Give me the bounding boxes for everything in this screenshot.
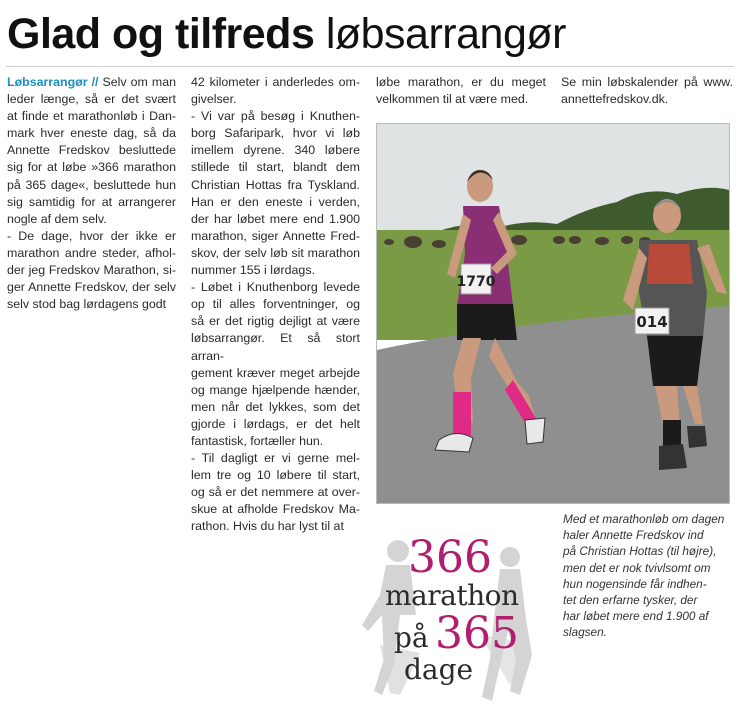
col2-line: fantastisk, fortæller hun. <box>191 433 324 448</box>
headline-divider <box>6 66 734 67</box>
article-column-4 <box>561 74 733 108</box>
col2-line: 42 kilometer i anderledes om- <box>191 75 360 89</box>
col2-line: marathon, siger Annette Fred- <box>191 228 360 243</box>
col2-line: løbsarrangør. Et så stort arran- <box>191 331 360 363</box>
col2-line: - Løbet i Knuthenborg levede <box>191 280 360 295</box>
article-photo <box>376 123 730 504</box>
col2-line: og så er det nemmere at over- <box>191 485 360 500</box>
article-kicker: Løbsarrangør // <box>7 75 99 89</box>
col1-line: - De dage, hvor der ikke er <box>7 228 176 243</box>
col2-line: skue at afholde Fredskov Ma- <box>191 502 360 517</box>
col2-line: så er det rigtig dejligt at være <box>191 314 360 329</box>
headline-bold: Glad og tilfreds <box>7 10 315 58</box>
col1-line: der jeg Fredskov Marathon, si- <box>7 263 176 278</box>
col1-line: selv stod bag lørdagens godt <box>7 297 167 312</box>
col2-line: Christian Hottas fra Tyskland. <box>191 177 360 192</box>
col2-line: - Til dagligt er vi gerne mel- <box>191 451 360 466</box>
caption-line: hun nogensinde får indhen- <box>563 576 707 591</box>
col1-line: ger Annette Fredskov, der selv <box>7 280 176 295</box>
logo-366-marathon <box>360 532 535 705</box>
article-column-1 <box>7 74 176 313</box>
col1-line: leder længe, så er det svært <box>7 92 176 107</box>
col2-line: skov, der selv løb sit marathon <box>191 245 360 260</box>
bib-number-right: 014 <box>636 313 668 331</box>
col2-line: - Vi var på besøg i Knuthen- <box>191 109 360 124</box>
col4-line: Se min løbskalender på www. <box>561 75 733 89</box>
article-column-3 <box>376 74 546 108</box>
col2-line: og mange hjælpende hænder, <box>191 382 360 397</box>
runners-photo-illustration <box>377 124 729 503</box>
col2-line: imellem dyrene. 340 løbere <box>191 143 360 158</box>
bib-number-left: 1770 <box>456 274 496 290</box>
col1-line: Løbsarrangør // Selv om man <box>7 75 176 89</box>
caption-line: på Christian Hottas (til højre), <box>563 544 717 559</box>
col2-line: men når det lykkes, som det <box>191 399 360 414</box>
col4-line: annettefredskov.dk. <box>561 92 669 107</box>
caption-line: har løbet mere end 1.900 af <box>563 609 709 624</box>
logo-word-marathon: marathon <box>385 579 519 612</box>
col3-line: velkommen til at være med. <box>376 92 529 107</box>
col2-line: gjorde i lørdags, er det helt <box>191 416 360 431</box>
col2-line: stillede til start, blandt dem <box>191 160 360 175</box>
col2-line: borg Safaripark, hvor vi løb <box>191 126 360 141</box>
col1-line: på 365 dage«, besluttede hun <box>7 177 176 192</box>
logo-word-dage: dage <box>404 653 474 686</box>
col2-line: lem tre og 10 løbere til start, <box>191 468 360 483</box>
col2-line: rathon. Hvis du har lyst til at <box>191 519 344 534</box>
headline <box>7 8 566 60</box>
photo-caption <box>563 511 733 641</box>
col1-line: at finde et marathonløb i Dan- <box>7 109 176 124</box>
col3-line: løbe marathon, er du meget <box>376 75 546 89</box>
col2-line: op til alles forventninger, og <box>191 297 360 312</box>
col1-line: Annette Fredskov besluttede <box>7 143 176 158</box>
col1-line: nogle af dem selv. <box>7 211 107 226</box>
headline-light: løbsarrangør <box>325 10 566 58</box>
caption-line: haler Annette Fredskov ind <box>563 528 704 543</box>
col2-line: nummer 155 i lørdags. <box>191 263 315 278</box>
caption-line: tet den erfarne tysker, der <box>563 593 698 608</box>
col2-line: Han er den eneste i verden, <box>191 194 360 209</box>
logo-word-pa: på <box>394 621 429 654</box>
col2-line: givelser. <box>191 92 237 107</box>
caption-line: men det er nok tvivlsomt om <box>563 560 711 575</box>
col2-line: gement kræver meget arbejde <box>191 365 360 380</box>
col1-line: marathon andre steder, afhol- <box>7 245 176 260</box>
logo-number-366: 366 <box>408 532 492 583</box>
col1-line: sig for at løbe »366 marathon <box>7 160 176 175</box>
caption-line: Med et marathonløb om dagen <box>563 512 725 526</box>
article-column-2 <box>191 74 360 536</box>
col1-line: mark hver eneste dag, så da <box>7 126 176 141</box>
col1-line: sig samtidig for at arrangerer <box>7 194 176 209</box>
col2-line: der har løbet mere end 1.900 <box>191 211 360 226</box>
logo-number-365: 365 <box>435 608 519 659</box>
caption-line: slagsen. <box>563 625 607 640</box>
